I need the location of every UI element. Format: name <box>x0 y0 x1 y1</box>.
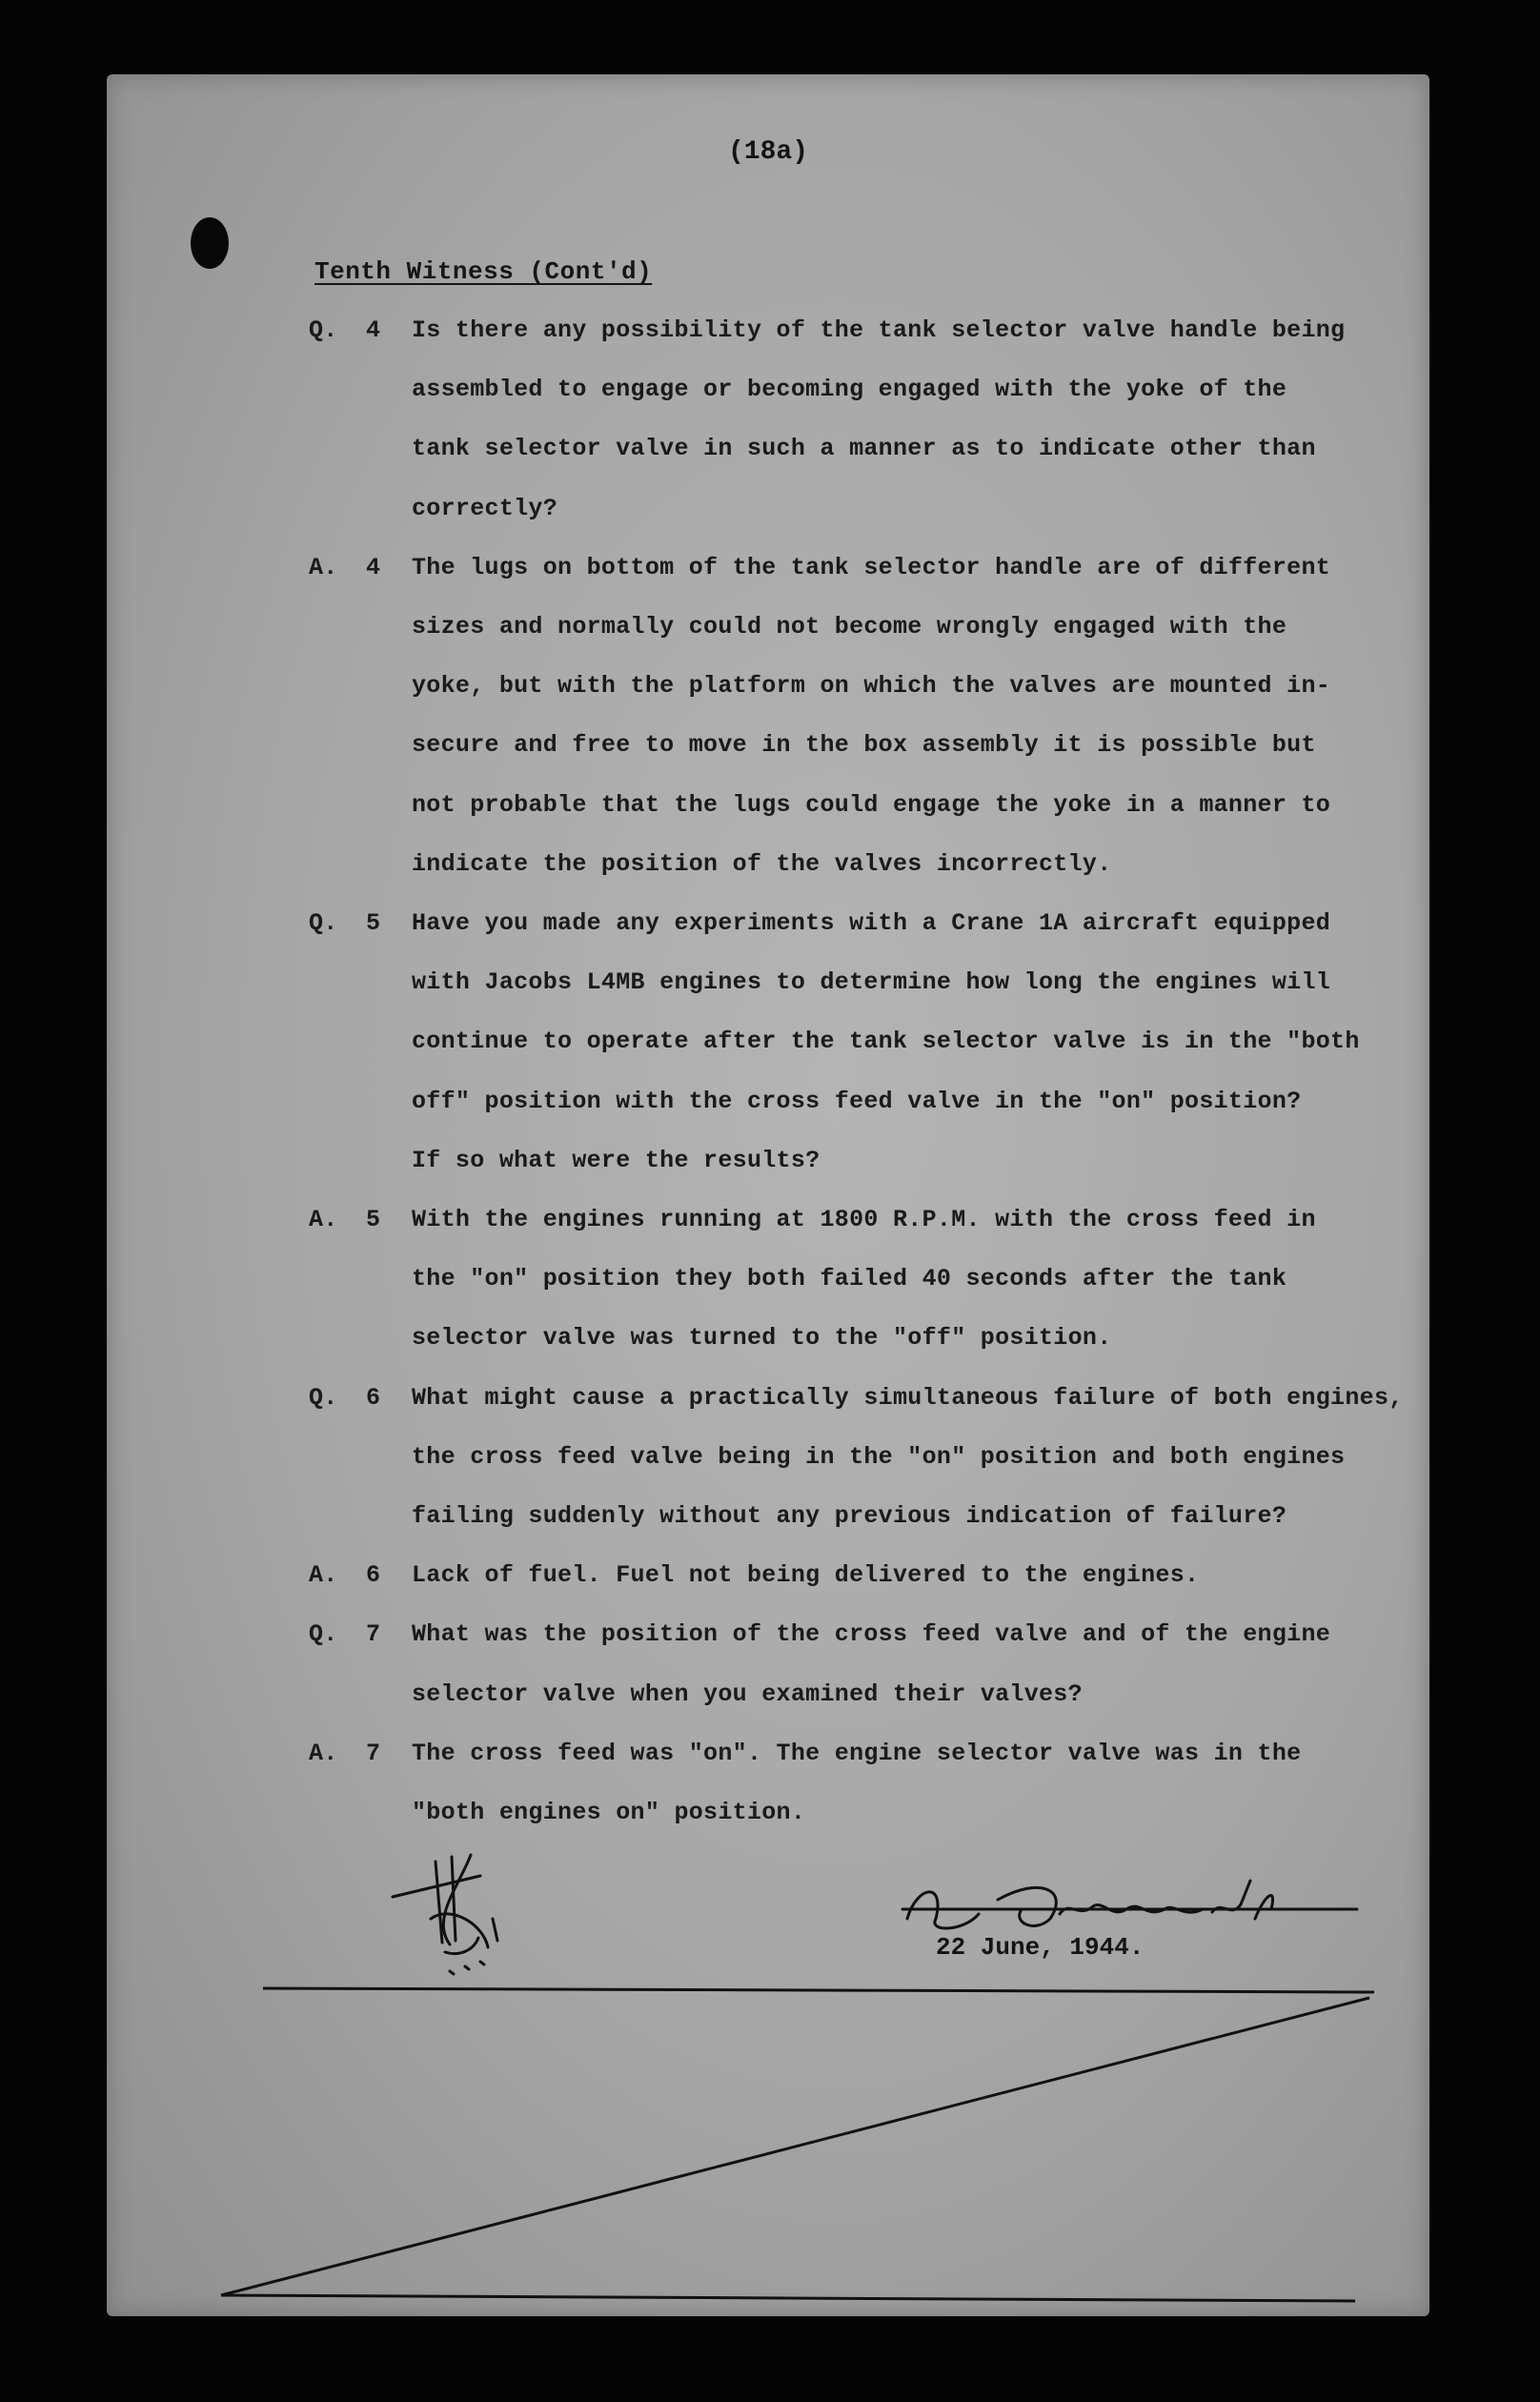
entry-number: 5 <box>366 1206 381 1233</box>
entry-text-line: not probable that the lugs could engage the yoke in a manner to <box>412 790 1331 819</box>
initials-signature <box>393 1855 497 1974</box>
page-number: (18a) <box>727 137 808 167</box>
entry-label: Q. <box>309 909 338 937</box>
entry-text-line: yoke, but with the platform on which the valves are mounted in- <box>412 672 1331 701</box>
entry-number: 5 <box>366 909 381 937</box>
entry-text-line: the cross feed valve being in the "on" position and both engines <box>412 1442 1346 1471</box>
entry-text-line: The cross feed was "on". The engine selector valve was in the <box>412 1739 1302 1767</box>
entry-number: 4 <box>366 316 381 344</box>
entry-label: Q. <box>309 316 338 344</box>
entry-text-line: continue to operate after the tank selector valve is in the "both <box>412 1028 1360 1056</box>
entry-label: A. <box>309 1206 338 1233</box>
signature-date: 22 June, 1944. <box>936 1933 1145 1962</box>
entry-text-line: sizes and normally could not become wrongly engaged with the <box>412 612 1287 641</box>
entry-number: 7 <box>366 1620 381 1649</box>
entry-label: Q. <box>309 1620 338 1649</box>
entry-text-line: failing suddenly without any previous indication of failure? <box>412 1501 1287 1530</box>
entry-text-line: Is there any possibility of the tank selector valve handle being <box>412 316 1346 344</box>
entry-text-line: indicate the position of the valves incorrectly. <box>412 849 1112 878</box>
entry-text-line: tank selector valve in such a manner as to indicate other than <box>412 435 1316 463</box>
entry-text-line: correctly? <box>412 494 558 522</box>
entry-text-line: With the engines running at 1800 R.P.M. with the cross feed in <box>412 1206 1316 1233</box>
entry-label: A. <box>309 1739 338 1767</box>
entry-number: 4 <box>366 553 381 581</box>
entry-text-line: selector valve when you examined their valves? <box>412 1679 1083 1708</box>
section-title: Tenth Witness (Cont'd) <box>314 257 653 286</box>
entry-text-line: "both engines on" position. <box>412 1798 806 1826</box>
entry-text-line: The lugs on bottom of the tank selector handle are of different <box>412 553 1331 581</box>
document-page <box>107 74 1429 2316</box>
entry-text-line: off" position with the cross feed valve in the "on" position? <box>412 1087 1302 1115</box>
signature-and-cancel-lines <box>107 74 1429 2316</box>
entry-number: 6 <box>366 1383 381 1412</box>
entry-text-line: assembled to engage or becoming engaged with the yoke of the <box>412 376 1287 404</box>
entry-text-line: What was the position of the cross feed valve and of the engine <box>412 1620 1331 1649</box>
entry-text-line: Lack of fuel. Fuel not being delivered to the engines. <box>412 1561 1200 1590</box>
entry-text-line: If so what were the results? <box>412 1146 821 1174</box>
entry-text-line: secure and free to move in the box assembly it is possible but <box>412 731 1316 760</box>
entry-number: 7 <box>366 1739 381 1767</box>
entry-text-line: Have you made any experiments with a Crane 1A aircraft equipped <box>412 909 1331 937</box>
entry-number: 6 <box>366 1561 381 1590</box>
name-signature <box>902 1881 1357 1928</box>
entry-label: A. <box>309 553 338 581</box>
entry-label: A. <box>309 1561 338 1590</box>
entry-text-line: the "on" position they both failed 40 seconds after the tank <box>412 1265 1287 1293</box>
entry-text-line: with Jacobs L4MB engines to determine how long the engines will <box>412 968 1331 997</box>
entry-text-line: What might cause a practically simultaneous failure of both engines, <box>412 1383 1404 1412</box>
entry-label: Q. <box>309 1383 338 1412</box>
entry-text-line: selector valve was turned to the "off" position. <box>412 1324 1112 1353</box>
